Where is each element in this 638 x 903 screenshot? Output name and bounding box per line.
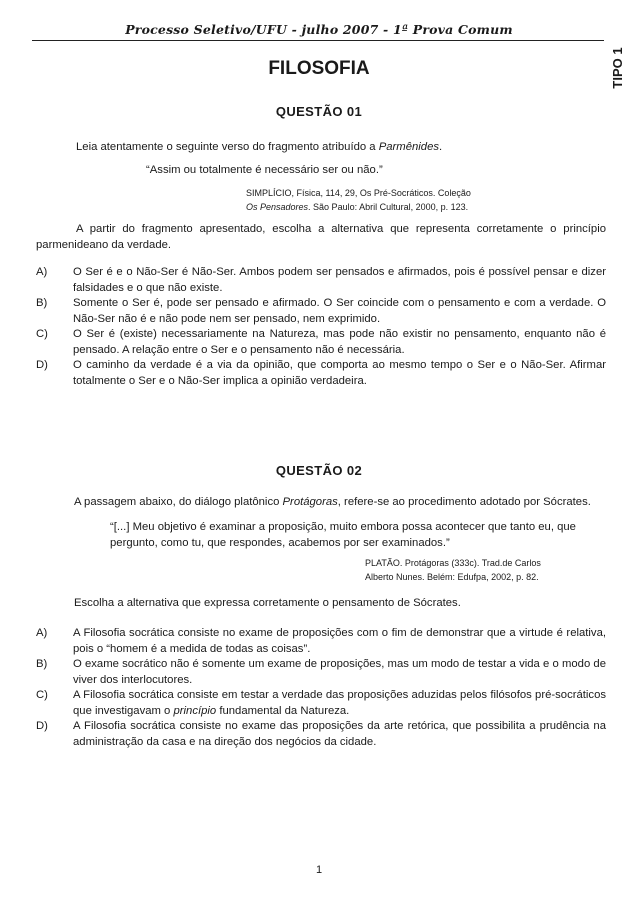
running-header: Processo Seletivo/UFU - julho 2007 - 1ª Prova Comum — [125, 22, 513, 37]
q2-option-c[interactable]: C) A Filosofia socrática consiste em testar a verdade das proposições aduzidas pelos filósofos pré-socráticos que investigavam o princípio fundamental da Natureza. — [36, 689, 606, 717]
q2-option-c-emphasis: princípio — [173, 704, 217, 717]
q1-option-d[interactable]: D) O caminho da verdade é a via da opinião, que comporta ao mesmo tempo o Ser e o Não-Ser. Afirmar totalmente o Ser e o Não-Ser implica a opinião verdadeira. — [36, 359, 606, 387]
q1-intro-author: Parmênides — [378, 141, 439, 153]
q1-heading: QUESTÃO 01 — [275, 104, 363, 119]
q2-option-a[interactable]: A) A Filosofia socrática consiste no exame de proposições com o fim de demonstrar que a virtude é relativa, pois o “homem é a medida de todas as coisas”. — [36, 627, 606, 655]
q2-heading: QUESTÃO 02 — [275, 463, 363, 478]
tipo-label: TIPO 1 — [610, 47, 625, 89]
q1-citation: SIMPLÍCIO, Física, 114, 29, Os Pré-Socráticos. Coleção Os Pensadores. São Paulo: Abril Cultural, 2000, p. 123. — [246, 188, 471, 212]
q2-intro-dialogue: Protágoras — [282, 496, 338, 508]
q1-prompt: A partir do fragmento apresentado, escolha a alternativa que representa corretamente o princípio parmenideano da verdade. — [36, 223, 606, 251]
q2-prompt: Escolha a alternativa que expressa corretamente o pensamento de Sócrates. — [74, 597, 461, 609]
q1-option-b[interactable]: B) Somente o Ser é, pode ser pensado e afirmado. O Ser coincide com o pensamento e com a verdade. O Não-Ser não é e não pode nem ser pensado, nem exprimido. — [36, 297, 606, 325]
q2-intro: A passagem abaixo, do diálogo platônico Protágoras, refere-se ao procedimento adotado por Sócrates. — [74, 496, 591, 508]
q2-option-d[interactable]: D) A Filosofia socrática consiste no exame das proposições da arte retórica, que possibilita a prudência na administração da casa e na direção dos negócios da cidade. — [36, 720, 606, 748]
q2-citation: PLATÃO. Protágoras (333c). Trad.de Carlos Alberto Nunes. Belém: Edufpa, 2002, p. 82. — [365, 558, 541, 582]
q1-option-a[interactable]: A) O Ser é e o Não-Ser é Não-Ser. Ambos podem ser pensados e afirmados, pois é possível pensar e dizer falsidades e o que não existe. — [36, 266, 606, 294]
q1-option-c[interactable]: C) O Ser é (existe) necessariamente na Natureza, mas pode não existir no pensamento, enquanto não é pensado. A relação entre o Ser e o pensamento não é necessária. — [36, 328, 606, 356]
q1-intro: Leia atentamente o seguinte verso do fragmento atribuído a Parmênides. — [76, 141, 443, 153]
subject-title: FILOSOFIA — [268, 58, 370, 79]
q2-option-b[interactable]: B) O exame socrático não é somente um exame de proposições, mas um modo de testar a vida e o modo de viver dos interlocutores. — [36, 658, 606, 686]
q2-quote: “[...] Meu objetivo é examinar a proposição, muito embora possa acontecer que tanto eu, que pergunto, como tu, que respondes, acabemos por ser examinados.” — [110, 521, 576, 549]
q1-quote: “Assim ou totalmente é necessário ser ou não.” — [146, 164, 383, 176]
header-rule — [32, 40, 604, 41]
page-number: 1 — [315, 864, 323, 876]
